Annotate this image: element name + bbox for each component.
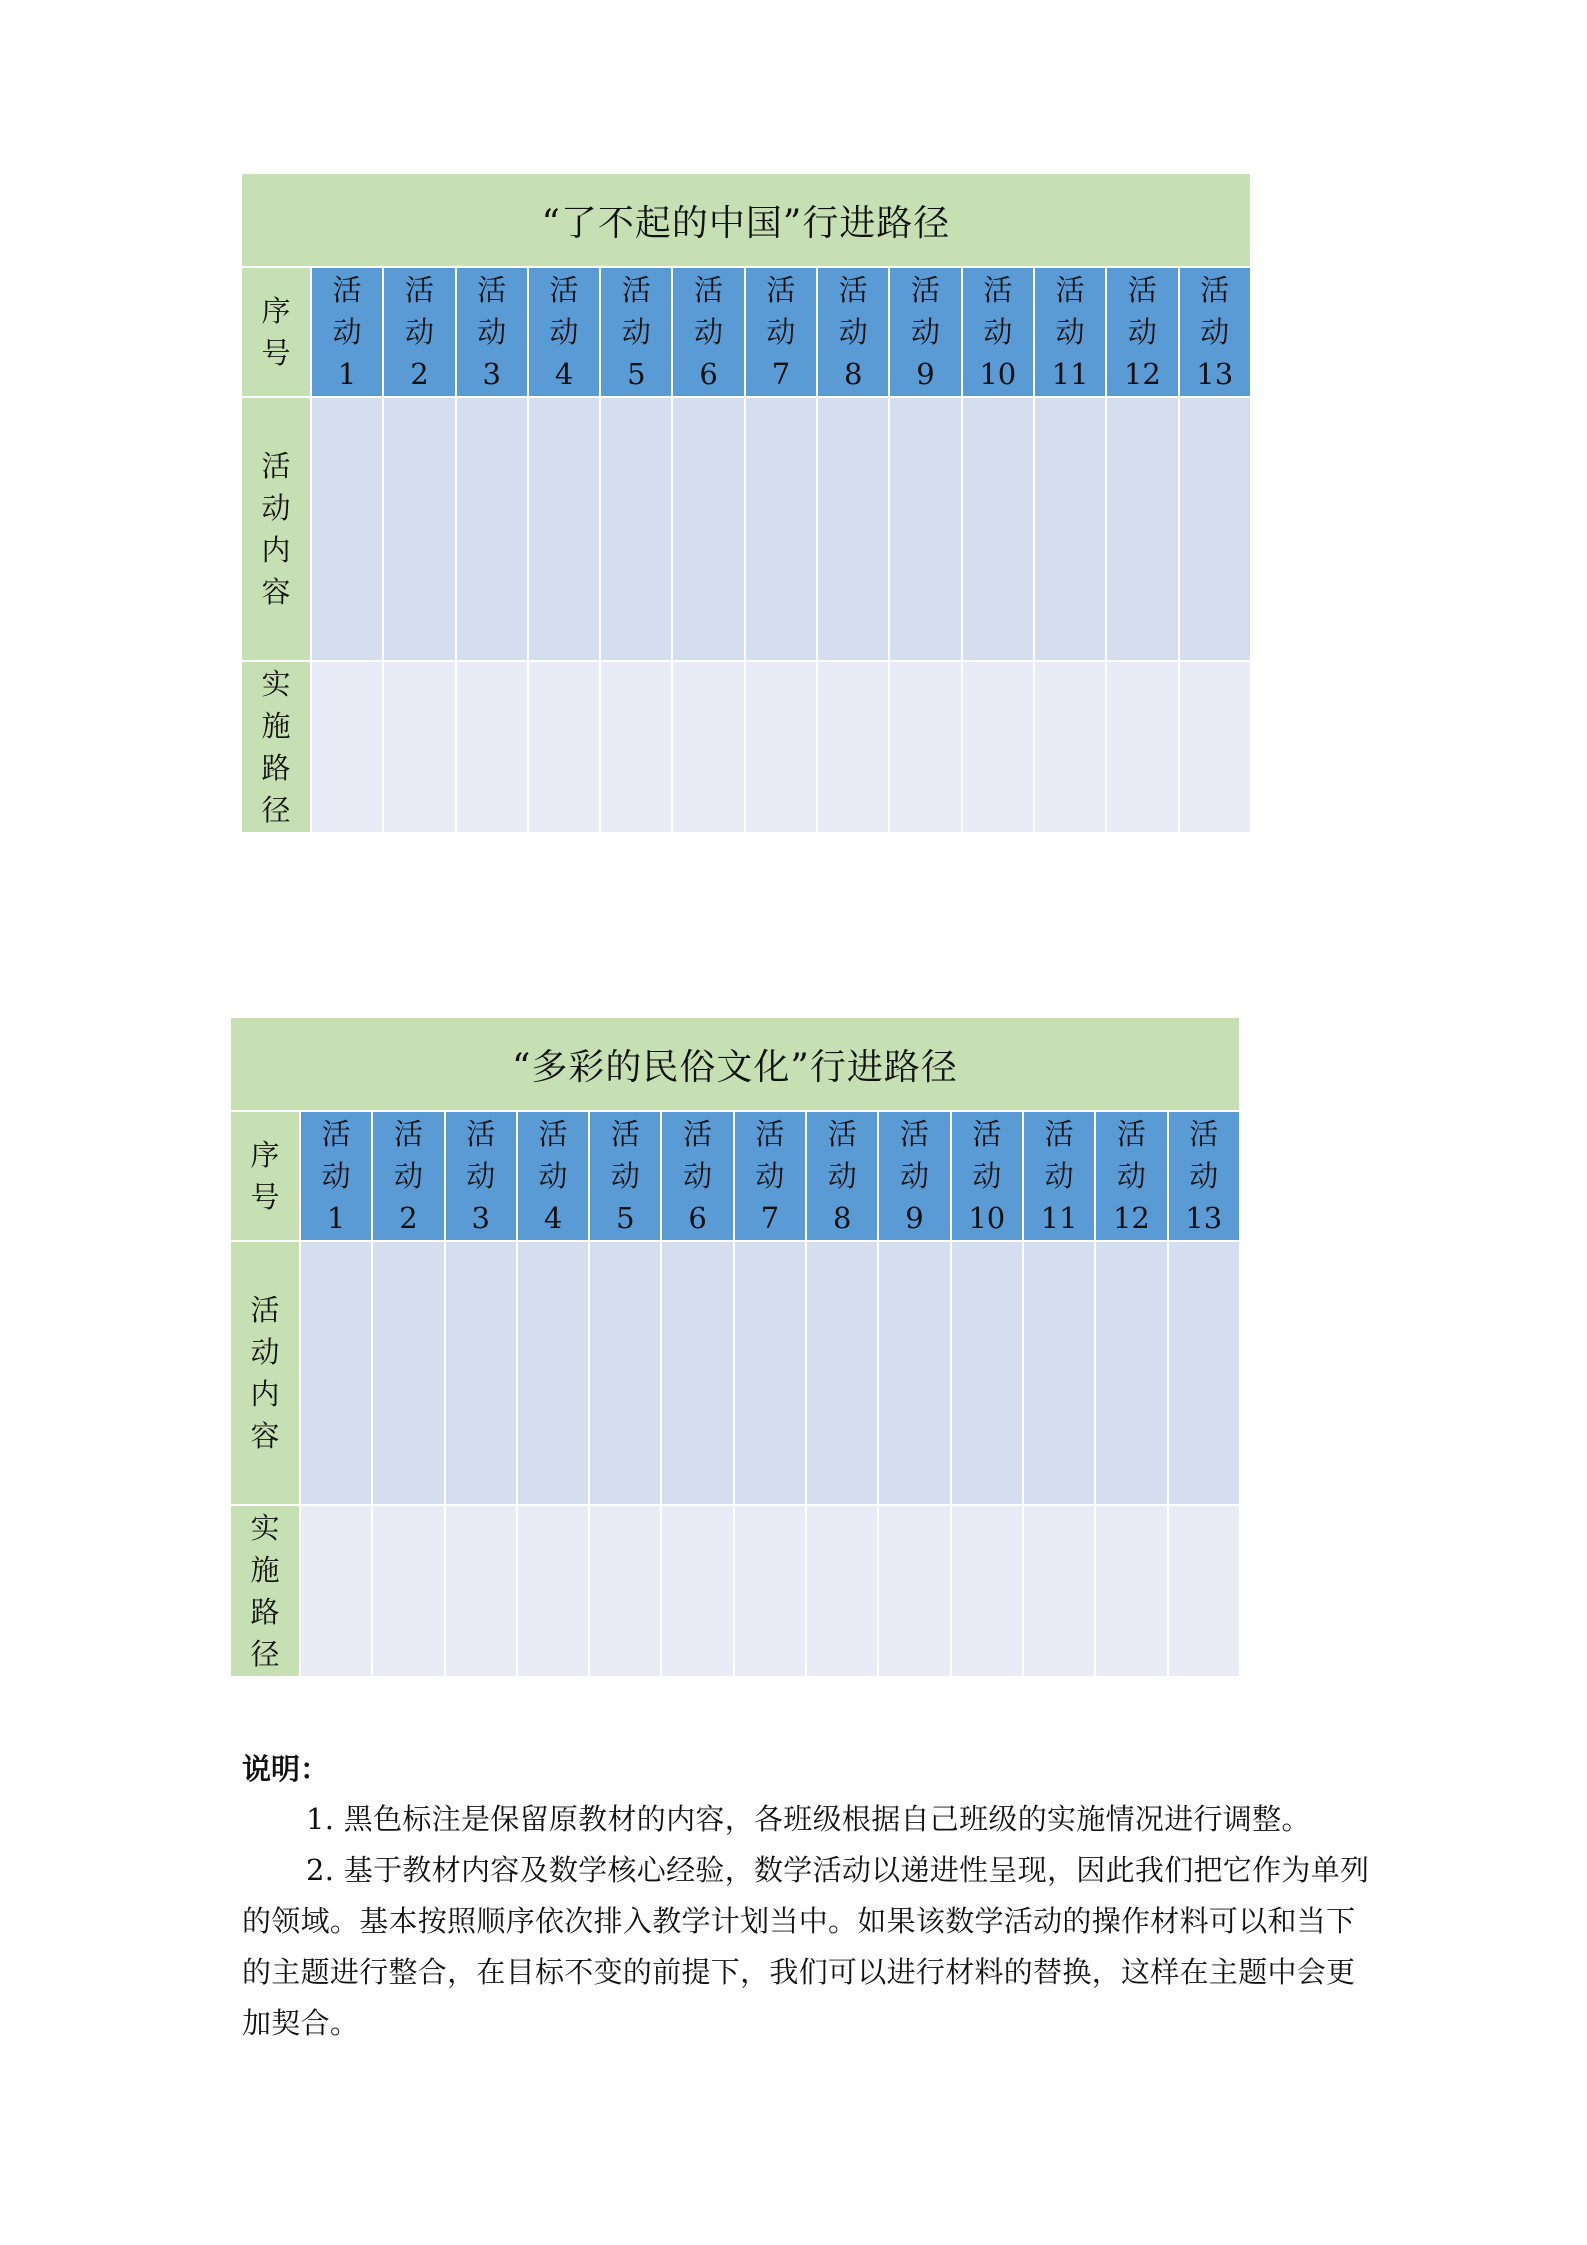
sequence-row [241,267,1251,397]
activity-header-2: 活 动 2 [372,1111,444,1241]
activity-header-10: 活 动 10 [951,1111,1023,1241]
activity-content-cell-8[interactable] [806,1241,878,1505]
sequence-label: 序 号 [230,1111,300,1241]
activity-header-3: 活 动 3 [456,267,528,397]
content-row [241,397,1251,661]
activity-header-7: 活 动 7 [734,1111,806,1241]
activity-header-6: 活 动 6 [672,267,744,397]
activity-content-cell-11[interactable] [1023,1241,1095,1505]
activity-content-cell-4[interactable] [517,1241,589,1505]
activity-path-cell-8[interactable] [806,1505,878,1677]
table-title: “了不起的中国”行进路径 [241,173,1251,267]
activity-content-cell-1[interactable] [300,1241,372,1505]
activity-header-12: 活 动 12 [1106,267,1178,397]
activity-content-cell-5[interactable] [589,1241,661,1505]
activity-header-1: 活 动 1 [311,267,383,397]
content-label: 活 动 内 容 [241,397,311,661]
sequence-label: 序 号 [241,267,311,397]
notes-title: 说明： [242,1752,330,1786]
activity-header-8: 活 动 8 [806,1111,878,1241]
activity-header-9: 活 动 9 [878,1111,950,1241]
activity-path-cell-4[interactable] [517,1505,589,1677]
path-row [230,1505,1240,1677]
activity-path-cell-5[interactable] [589,1505,661,1677]
note-item-1: 1. 黑色标注是保留原教材的内容，各班级根据自己班级的实施情况进行调整。 [306,1802,1311,1836]
route-table-china [240,172,1252,834]
activity-path-cell-13[interactable] [1168,1505,1240,1677]
activity-path-cell-6[interactable] [672,661,744,833]
activity-header-11: 活 动 11 [1023,1111,1095,1241]
activity-header-13: 活 动 13 [1179,267,1251,397]
activity-header-5: 活 动 5 [600,267,672,397]
activity-content-cell-13[interactable] [1179,397,1251,661]
activity-header-12: 活 动 12 [1095,1111,1167,1241]
table-title: “多彩的民俗文化”行进路径 [230,1017,1240,1111]
activity-path-cell-11[interactable] [1023,1505,1095,1677]
activity-path-cell-3[interactable] [445,1505,517,1677]
activity-path-cell-4[interactable] [528,661,600,833]
path-row [241,661,1251,833]
activity-path-cell-5[interactable] [600,661,672,833]
content-row [230,1241,1240,1505]
route-table-folk-culture [229,1016,1241,1678]
activity-content-cell-12[interactable] [1095,1241,1167,1505]
activity-header-6: 活 动 6 [661,1111,733,1241]
activity-path-cell-2[interactable] [372,1505,444,1677]
activity-path-cell-13[interactable] [1179,661,1251,833]
path-label: 实 施 路 径 [241,661,311,833]
activity-content-cell-10[interactable] [951,1241,1023,1505]
activity-content-cell-13[interactable] [1168,1241,1240,1505]
activity-header-2: 活 动 2 [383,267,455,397]
activity-header-3: 活 动 3 [445,1111,517,1241]
activity-path-cell-11[interactable] [1034,661,1106,833]
activity-content-cell-11[interactable] [1034,397,1106,661]
activity-path-cell-12[interactable] [1095,1505,1167,1677]
activity-header-7: 活 动 7 [745,267,817,397]
activity-header-4: 活 动 4 [517,1111,589,1241]
activity-header-1: 活 动 1 [300,1111,372,1241]
activity-path-cell-8[interactable] [817,661,889,833]
activity-path-cell-2[interactable] [383,661,455,833]
activity-path-cell-1[interactable] [311,661,383,833]
activity-path-cell-10[interactable] [951,1505,1023,1677]
path-label: 实 施 路 径 [230,1505,300,1677]
activity-header-13: 活 动 13 [1168,1111,1240,1241]
activity-header-9: 活 动 9 [889,267,961,397]
activity-content-cell-5[interactable] [600,397,672,661]
activity-content-cell-6[interactable] [661,1241,733,1505]
activity-path-cell-1[interactable] [300,1505,372,1677]
activity-content-cell-3[interactable] [445,1241,517,1505]
activity-header-11: 活 动 11 [1034,267,1106,397]
activity-content-cell-4[interactable] [528,397,600,661]
activity-content-cell-7[interactable] [745,397,817,661]
activity-content-cell-6[interactable] [672,397,744,661]
activity-content-cell-10[interactable] [962,397,1034,661]
activity-path-cell-3[interactable] [456,661,528,833]
notes-section [242,1744,1382,2049]
activity-content-cell-8[interactable] [817,397,889,661]
activity-content-cell-3[interactable] [456,397,528,661]
activity-path-cell-7[interactable] [745,661,817,833]
activity-header-8: 活 动 8 [817,267,889,397]
activity-header-5: 活 动 5 [589,1111,661,1241]
activity-path-cell-7[interactable] [734,1505,806,1677]
activity-path-cell-10[interactable] [962,661,1034,833]
activity-path-cell-12[interactable] [1106,661,1178,833]
note-item-2: 2. 基于教材内容及数学核心经验，数学活动以递进性呈现，因此我们把它作为单列的领域。基本按照顺序依次排入教学计划当中。如果该数学活动的操作材料可以和当下的主题进行整合，在目标不变的前提下，我们可以进行材料的替换，这样在主题中会更加契合。 [242,1853,1370,2040]
activity-content-cell-2[interactable] [372,1241,444,1505]
activity-content-cell-9[interactable] [889,397,961,661]
activity-header-10: 活 动 10 [962,267,1034,397]
activity-content-cell-2[interactable] [383,397,455,661]
sequence-row [230,1111,1240,1241]
activity-path-cell-9[interactable] [878,1505,950,1677]
activity-content-cell-9[interactable] [878,1241,950,1505]
activity-content-cell-1[interactable] [311,397,383,661]
activity-content-cell-12[interactable] [1106,397,1178,661]
content-label: 活 动 内 容 [230,1241,300,1505]
activity-path-cell-9[interactable] [889,661,961,833]
activity-header-4: 活 动 4 [528,267,600,397]
activity-path-cell-6[interactable] [661,1505,733,1677]
activity-content-cell-7[interactable] [734,1241,806,1505]
